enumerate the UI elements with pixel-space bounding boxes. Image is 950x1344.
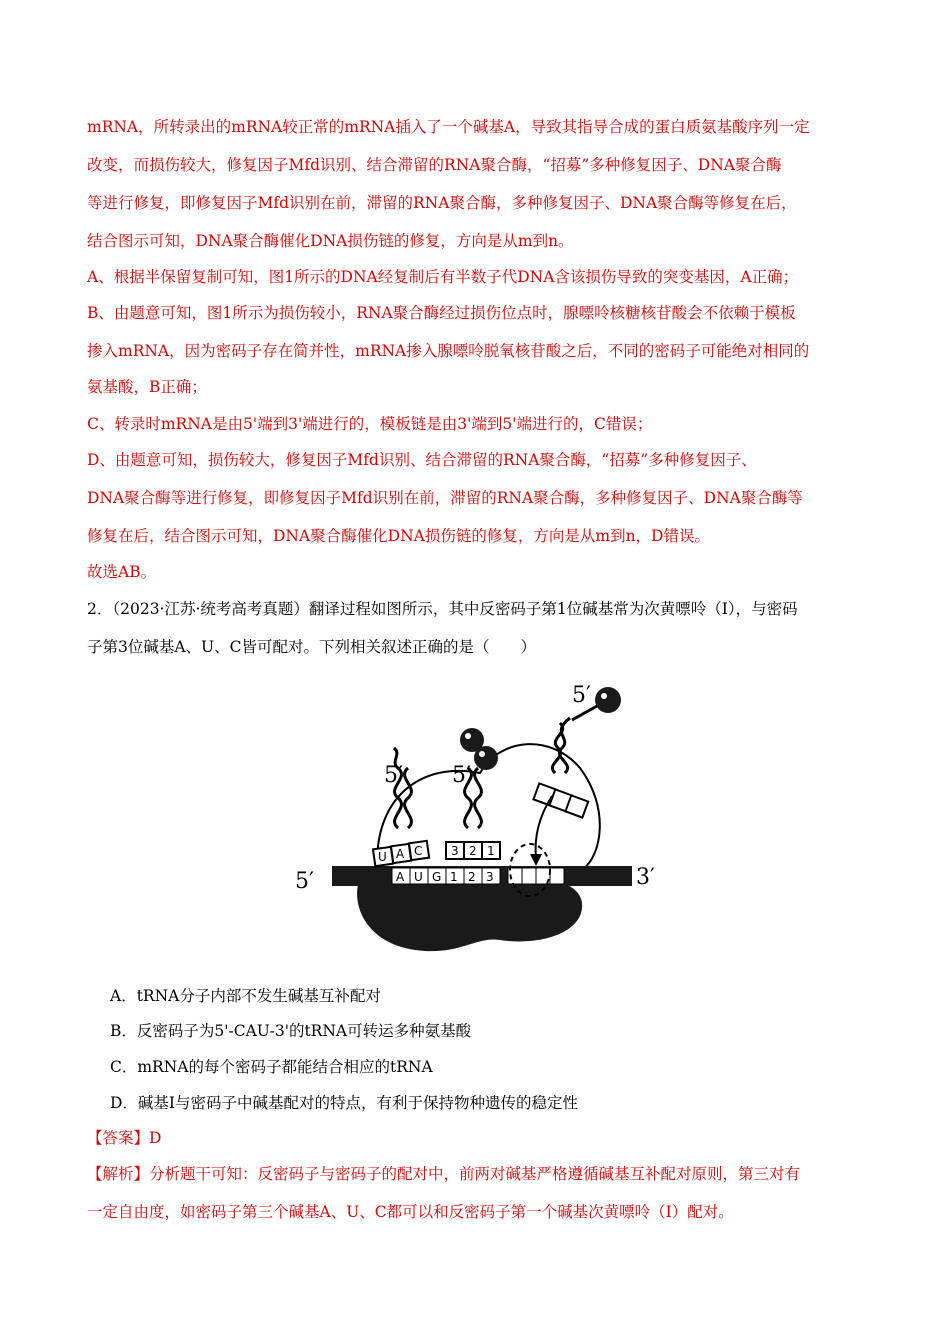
trna1-5prime-label: 5′ <box>384 763 403 788</box>
codon-a: A <box>396 870 405 884</box>
codon-3: 3 <box>486 870 494 884</box>
answer-value: D <box>149 1129 162 1147</box>
codon-u: U <box>414 870 423 884</box>
analysis-line-6: B、由题意可知，图1所示为损伤较小，RNA聚合酶经过损伤位点时，腺嘌呤核糖核苷酸会不依赖于模板 <box>87 304 796 322</box>
codon-g: G <box>432 870 442 884</box>
explanation-line-1 <box>87 1163 800 1185</box>
analysis-line-13: 故选AB。 <box>87 563 157 581</box>
analysis-line-4: 结合图示可知，DNA聚合酶催化DNA损伤链的修复，方向是从m到n。 <box>87 232 574 250</box>
analysis-line-8: 氨基酸，B正确； <box>87 378 207 396</box>
option-b: B．反密码子为5'-CAU-3'的tRNA可转运多种氨基酸 <box>110 1022 472 1040</box>
analysis-line-11: DNA聚合酶等进行修复，即修复因子Mfd识别在前，滞留的RNA聚合酶，多种修复因子、DNA聚合酶等 <box>87 489 803 507</box>
explanation-label: 【解析】 <box>87 1165 150 1183</box>
analysis-line-9: C、转录时mRNA是由5'端到3'端进行的，模板链是由3'端到5'端进行的，C错误； <box>87 415 653 433</box>
mrna-5prime-label: 5′ <box>295 869 314 894</box>
question-line-1: 2．（2023·江苏·统考高考真题）翻译过程如图所示，其中反密码子第1位碱基常为次黄嘌呤（I），与密码 <box>87 600 798 618</box>
trna-2 <box>446 728 500 859</box>
anticodon2-2: 2 <box>469 844 477 858</box>
anticodon1-a: A <box>396 847 405 861</box>
ribosome-small-subunit <box>357 878 582 951</box>
codon-2: 2 <box>468 870 476 884</box>
codon-1: 1 <box>450 870 458 884</box>
analysis-line-2: 改变，而损伤较大，修复因子Mfd识别、结合滞留的RNA聚合酶，“招募”多种修复因子、DNA聚合酶 <box>87 156 782 174</box>
question-line-2: 子第3位碱基A、U、C皆可配对。下列相关叙述正确的是（ ） <box>87 638 536 656</box>
analysis-line-5: A、根据半保留复制可知，图1所示的DNA经复制后有半数子代DNA含该损伤导致的突变基因，A正确； <box>87 268 799 286</box>
option-c: C．mRNA的每个密码子都能结合相应的tRNA <box>110 1058 433 1076</box>
analysis-line-3: 等进行修复，即修复因子Mfd识别在前，滞留的RNA聚合酶，多种修复因子、DNA聚合酶等修复在后， <box>87 194 797 212</box>
analysis-line-1: mRNA，所转录出的mRNA较正常的mRNA插入了一个碱基A，导致其指导合成的蛋白质氨基酸序列一定 <box>87 118 810 136</box>
option-d: D．碱基I与密码子中碱基配对的特点，有利于保持物种遗传的稳定性 <box>110 1094 579 1112</box>
explanation-text-1: 分析题干可知：反密码子与密码子的配对中，前两对碱基严格遵循碱基互补配对原则，第三对有 <box>149 1165 801 1183</box>
analysis-line-7: 掺入mRNA，因为密码子存在简并性，mRNA掺入腺嘌呤脱氧核苷酸之后，不同的密码子可能绝对相同的 <box>87 342 810 360</box>
translation-diagram <box>290 678 670 960</box>
trna3-5prime-label: 5′ <box>572 683 591 708</box>
trna2-5prime-label: 5′ <box>452 763 471 788</box>
anticodon2-3: 3 <box>451 844 459 858</box>
answer-label: 【答案】 <box>87 1129 150 1147</box>
option-a: A．tRNA分子内部不发生碱基互补配对 <box>110 987 381 1005</box>
mrna-3prime-label: 3′ <box>636 865 655 890</box>
explanation-line-2: 一定自由度，如密码子第三个碱基A、U、C都可以和反密码子第一个碱基次黄嘌呤（I）配对。 <box>87 1203 734 1221</box>
analysis-line-12: 修复在后，结合图示可知，DNA聚合酶催化DNA损伤链的修复，方向是从m到n，D错误。 <box>87 527 710 545</box>
anticodon1-u: U <box>378 850 387 864</box>
analysis-line-10: D、由题意可知，损伤较大，修复因子Mfd识别、结合滞留的RNA聚合酶，“招募”多种修复因子、 <box>87 451 757 469</box>
anticodon2-1: 1 <box>487 844 495 858</box>
amino-acid-3 <box>595 687 621 713</box>
answer-row <box>87 1127 161 1149</box>
amino-acid-2 <box>474 746 498 770</box>
anticodon1-c: C <box>414 844 423 858</box>
